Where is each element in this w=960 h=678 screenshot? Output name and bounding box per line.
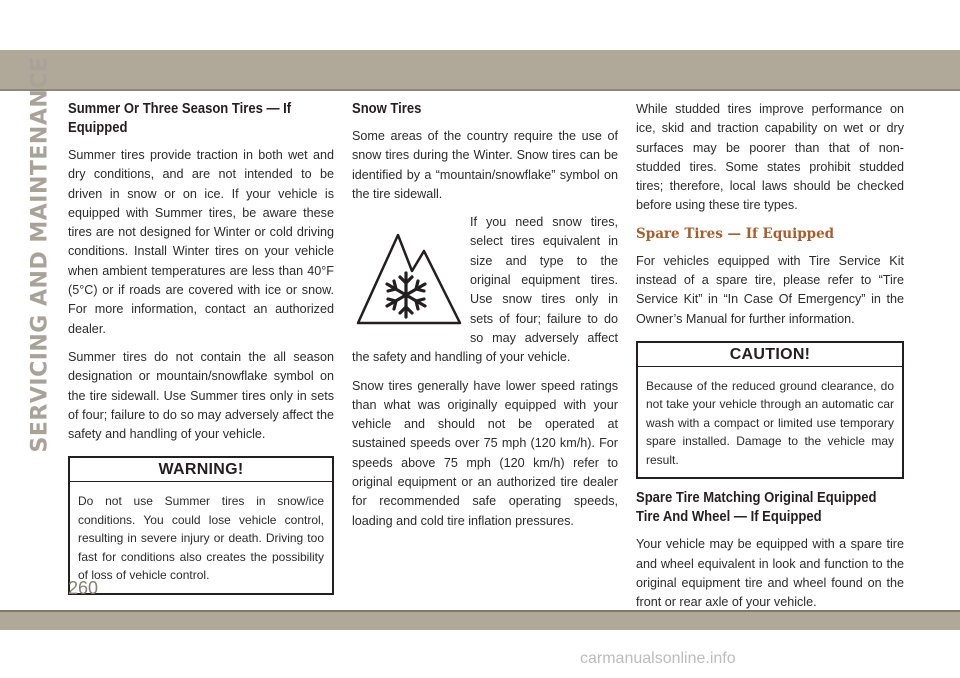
mountain-snowflake-icon bbox=[352, 215, 464, 331]
column-middle bbox=[352, 100, 618, 540]
watermark-link[interactable]: carmanualsonline.info bbox=[580, 650, 736, 667]
warning-box bbox=[68, 456, 334, 595]
section-side-tab bbox=[26, 56, 54, 452]
paragraph-snow-tires-1: Some areas of the country require the use of snow tires during the Winter. Snow tires can be identified by a “mountain/snowflake” symbol on the tire sidewall. bbox=[352, 129, 618, 201]
paragraph-snow-tires-2: If you need snow tires, select tires equivalent in size and type to the original equipment tires. Use snow tires only in sets of four; failure to do so may adversely affect the safety and handling of your vehicle. bbox=[352, 215, 618, 365]
heading-spare-tires: Spare Tires — If Equipped bbox=[636, 225, 835, 242]
page-number: 260 bbox=[68, 578, 99, 598]
column-left bbox=[68, 100, 334, 595]
paragraph-snow-tires-3: Snow tires generally have lower speed ratings than what was originally equipped with your vehicle and should not be operated at sustained speeds over 75 mph (120 km/h). For speeds above 75 mph (120 km/h) refer to original equipment or an authorized tire dealer for recommended safe operating speeds, loading and cold tire inflation pressures. bbox=[352, 378, 618, 528]
caution-box bbox=[636, 341, 904, 480]
column-right bbox=[636, 100, 904, 622]
paragraph-summer-tires-2: Summer tires do not contain the all season designation or mountain/snowflake symbol on the tire sidewall. Use Summer tires only in sets of four; failure to do so may adversely affect the safety and handling of your vehicle. bbox=[68, 349, 334, 442]
top-band bbox=[0, 50, 960, 89]
heading-snow-tires: Snow Tires bbox=[352, 101, 422, 117]
caution-text: Because of the reduced ground clearance, do not take your vehicle through an automatic car wash with a compact or limited use temporary spare installed. Damage to the vehicle may result. bbox=[646, 378, 894, 467]
heading-spare-matching: Spare Tire Matching Original Equipped Tire And Wheel — If Equipped bbox=[636, 490, 877, 526]
bottom-band bbox=[0, 612, 960, 630]
paragraph-summer-tires-1: Summer tires provide traction in both wet and dry conditions, and are not intended to be driven in snow or on ice. If your vehicle is equipped with Summer tires, be aware these tires are not designed for Winter or cold driving conditions. Install Winter tires on your vehicle when ambient temperatures are less than 40°F (5°C) or if roads are covered with ice or snow. For more information, contact an authorized dealer. bbox=[68, 148, 334, 336]
top-band-rule bbox=[0, 89, 960, 91]
paragraph-studded-tires: While studded tires improve performance on ice, skid and traction capability on wet or dry surfaces may be poorer than that of non-studded tires. Some states prohibit studded tires; therefore, local laws should be checked before using these tire types. bbox=[636, 102, 904, 213]
warning-title: WARNING! bbox=[70, 458, 332, 482]
paragraph-spare-tires: For vehicles equipped with Tire Service Kit instead of a spare tire, please refer to “Tire Service Kit” in “In Case Of Emergency” in the Owner’s Manual for further information. bbox=[636, 253, 904, 326]
heading-summer-tires: Summer Or Three Season Tires — If Equipped bbox=[68, 101, 292, 136]
section-side-tab-label: SERVICING AND MAINTENANCE bbox=[27, 56, 53, 452]
paragraph-spare-matching: Your vehicle may be equipped with a spare tire and wheel equivalent in look and function to the original equipment tire and wheel found on the front or rear axle of your vehicle. bbox=[636, 537, 904, 610]
warning-text: Do not use Summer tires in snow/ice conditions. You could lose vehicle control, resulting in severe injury or death. Driving too fast for conditions also creates the possibility of loss of vehicle control. bbox=[78, 494, 324, 583]
caution-title: CAUTION! bbox=[638, 343, 902, 367]
